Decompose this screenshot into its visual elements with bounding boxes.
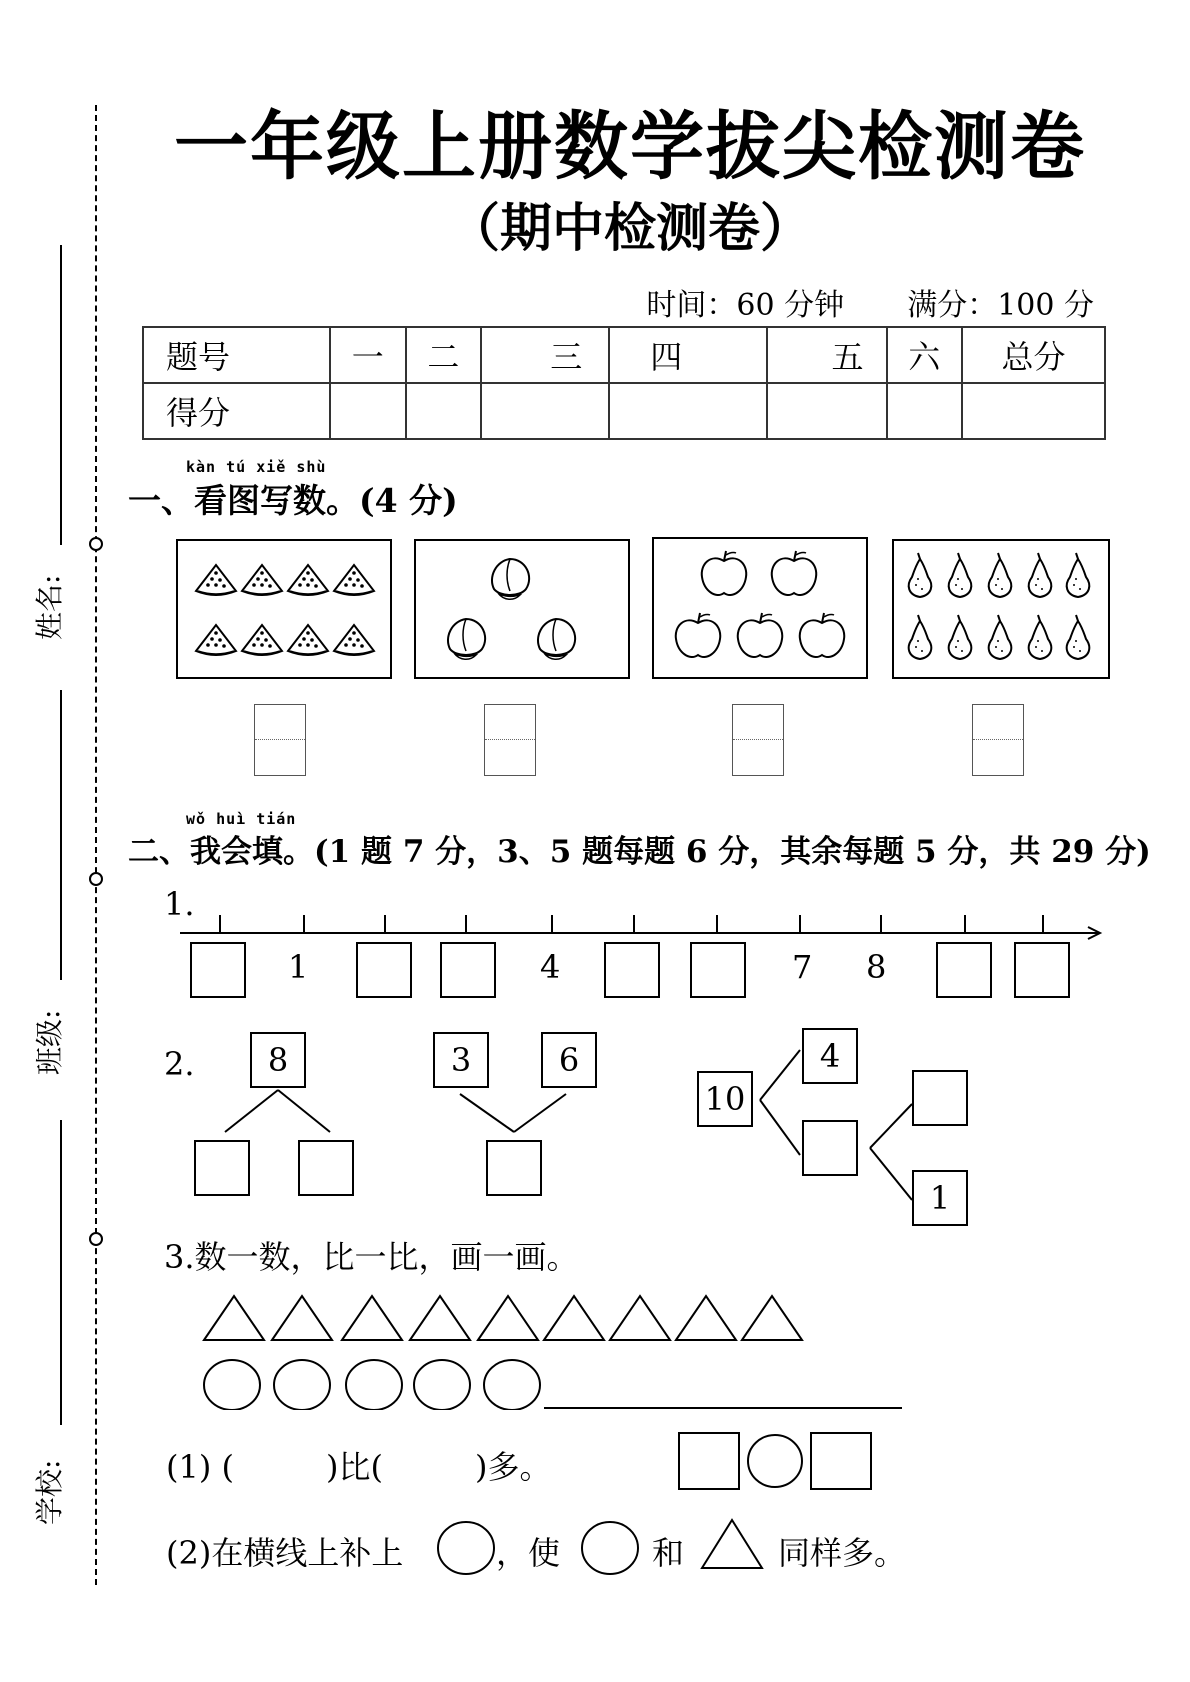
school-label: 学校: <box>33 1459 66 1525</box>
bond-part-box: 1 <box>912 1170 968 1226</box>
score-table-score-row <box>143 383 1105 439</box>
circle-icon <box>204 1360 260 1410</box>
score-cell[interactable] <box>962 383 1105 439</box>
binding-hole <box>89 872 103 886</box>
circle-icon <box>274 1360 330 1410</box>
q3-sub2-text-a: (2)在横线上补上 <box>166 1534 404 1572</box>
name-fill-line[interactable] <box>60 245 62 545</box>
q3-sub2-text-c: 和 <box>652 1534 685 1572</box>
pear-group-icon <box>894 541 1108 677</box>
score-cell[interactable] <box>767 383 887 439</box>
q2-label: 2. <box>164 1045 195 1083</box>
number-line-slot[interactable] <box>190 942 246 998</box>
q1-label: 1. <box>164 885 195 923</box>
triangle-icon <box>676 1296 736 1340</box>
score-table-header: 六 <box>887 327 963 383</box>
page-subtitle: （期中检测卷） <box>447 199 812 259</box>
bond-part-box: 6 <box>541 1032 597 1088</box>
triangle-icon <box>410 1296 470 1340</box>
number-line-slot[interactable] <box>1014 942 1070 998</box>
number-line-slot[interactable] <box>936 942 992 998</box>
number-line <box>170 905 1110 945</box>
number-line-slot[interactable] <box>604 942 660 998</box>
circle-icon <box>346 1360 402 1410</box>
q3-sub2-text-d: 同样多。 <box>778 1534 907 1572</box>
answer-box[interactable] <box>732 704 784 776</box>
q3-sub2-text-b: ，使 <box>496 1534 561 1572</box>
score-table-header: 三 <box>481 327 609 383</box>
score-table-header: 四 <box>609 327 767 383</box>
triangle-icon <box>478 1296 538 1340</box>
bond-root-box: 10 <box>697 1071 753 1127</box>
answer-box[interactable] <box>972 704 1024 776</box>
answer-box[interactable] <box>254 704 306 776</box>
q3-label: 3.数一数，比一比，画一画。 <box>164 1238 579 1276</box>
q3-sub1-part: )多。 <box>474 1448 552 1486</box>
bond-answer-box[interactable] <box>802 1120 858 1176</box>
compare-answer-box[interactable] <box>678 1432 740 1490</box>
bond-top-box: 8 <box>250 1032 306 1088</box>
q3-sub1 <box>166 1442 551 1488</box>
q3-sub1-part: (1) ( <box>166 1448 234 1486</box>
triangle-icon <box>610 1296 670 1340</box>
school-fill-line[interactable] <box>60 1120 62 1425</box>
apple-group-icon <box>654 539 866 677</box>
circle-icon <box>484 1360 540 1410</box>
number-line-value: 8 <box>866 948 887 986</box>
bond-answer-box[interactable] <box>298 1140 354 1196</box>
binding-hole <box>89 1232 103 1246</box>
score-cell[interactable] <box>887 383 963 439</box>
number-line-slot[interactable] <box>440 942 496 998</box>
circle-icon <box>578 1518 642 1578</box>
binding-dashed-line <box>95 105 97 1585</box>
bond-part-box: 3 <box>433 1032 489 1088</box>
score-cell[interactable] <box>406 383 482 439</box>
time-and-score <box>646 280 1094 324</box>
score-table-header: 题号 <box>143 327 330 383</box>
watermelon-group-icon <box>178 541 390 677</box>
section1-heading: 一、看图写数。(4 分) <box>128 481 458 520</box>
class-fill-line[interactable] <box>60 690 62 980</box>
bond-answer-box[interactable] <box>486 1140 542 1196</box>
number-line-slot[interactable] <box>690 942 746 998</box>
q3-sub1-part: )比( <box>325 1448 383 1486</box>
name-label: 姓名: <box>33 574 66 640</box>
bond-answer-box[interactable] <box>194 1140 250 1196</box>
page-title: 一年级上册数学拔尖检测卷 <box>174 104 1086 190</box>
apple-picture <box>652 537 868 679</box>
score-table-header: 五 <box>767 327 887 383</box>
circle-icon <box>434 1518 498 1578</box>
binding-hole <box>89 537 103 551</box>
pear-picture <box>892 539 1110 679</box>
score-cell[interactable] <box>481 383 609 439</box>
shapes-compare <box>196 1290 916 1410</box>
number-line-value: 1 <box>288 948 309 986</box>
score-table <box>142 326 1106 440</box>
bond-part-box: 4 <box>802 1028 858 1084</box>
score-table-header: 总分 <box>962 327 1105 383</box>
circle-icon <box>414 1360 470 1410</box>
full-score: 满分：100 分 <box>907 288 1094 323</box>
compare-answer-box[interactable] <box>810 1432 872 1490</box>
triangle-icon <box>204 1296 264 1340</box>
watermelon-picture <box>176 539 392 679</box>
peach-group-icon <box>416 541 628 677</box>
class-label: 班级: <box>33 1009 66 1075</box>
section2-heading: 二、我会填。(1 题 7 分，3、5 题每题 6 分，其余每题 5 分，共 29 分) <box>128 834 1151 870</box>
score-cell[interactable] <box>609 383 767 439</box>
score-table-header: 二 <box>406 327 482 383</box>
section1-pinyin: kàn tú xiě shù <box>186 458 327 476</box>
number-line-slot[interactable] <box>356 942 412 998</box>
triangle-icon <box>342 1296 402 1340</box>
score-cell[interactable] <box>330 383 406 439</box>
score-table-header: 一 <box>330 327 406 383</box>
triangle-icon <box>272 1296 332 1340</box>
score-table-header-row <box>143 327 1105 383</box>
number-line-value: 7 <box>792 948 813 986</box>
triangle-icon <box>544 1296 604 1340</box>
bond-answer-box[interactable] <box>912 1070 968 1126</box>
number-line-value: 4 <box>540 948 561 986</box>
compare-circle-icon[interactable] <box>744 1432 806 1490</box>
triangle-icon <box>698 1514 766 1574</box>
peach-picture <box>414 539 630 679</box>
section2-pinyin: wǒ huì tián <box>186 810 297 828</box>
triangle-icon <box>742 1296 802 1340</box>
score-row-label: 得分 <box>143 383 330 439</box>
answer-box[interactable] <box>484 704 536 776</box>
time-limit: 时间：60 分钟 <box>646 288 845 323</box>
